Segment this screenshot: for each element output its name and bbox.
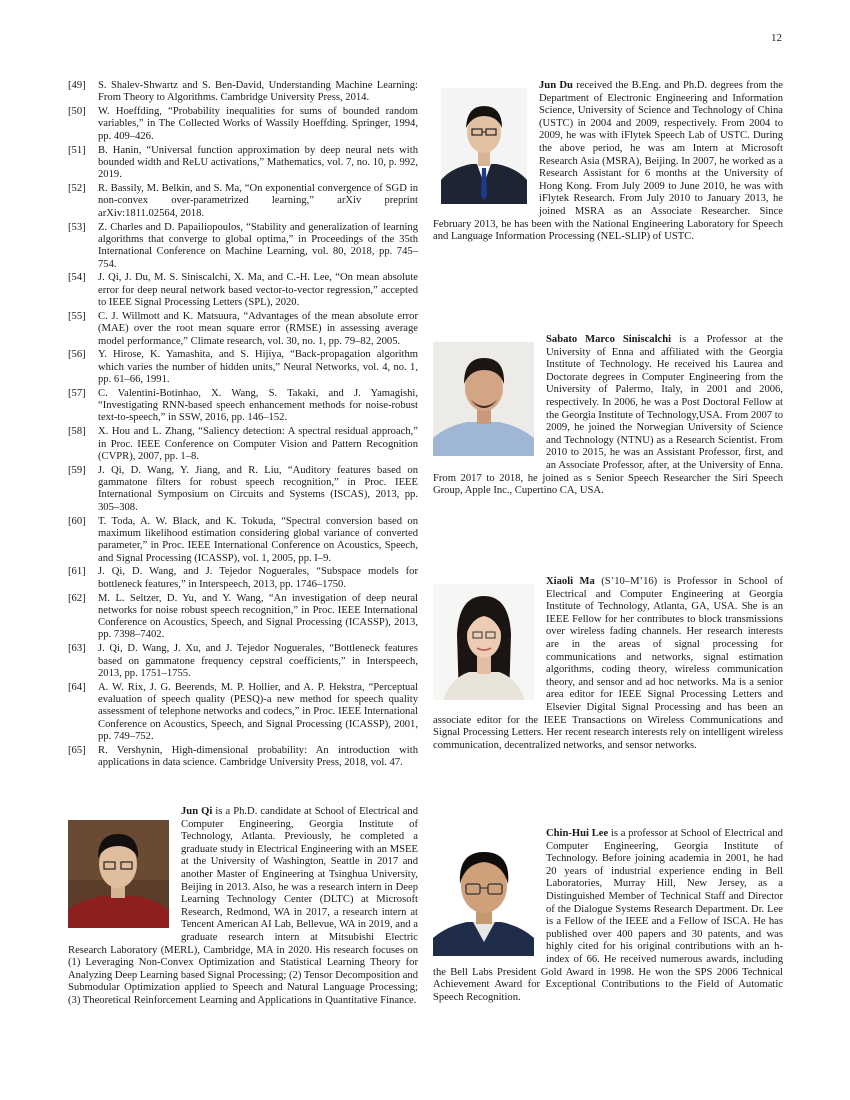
reference-item	[68, 145, 418, 182]
reference-item	[68, 566, 418, 591]
reference-text: J. Qi, J. Du, M. S. Siniscalchi, X. Ma, and C.-H. Lee, “On mean absolute error for deep neural network based vector-to-vector regression,” accepted to IEEE Signal Processing Letters (SPL), 2020.	[98, 272, 418, 309]
reference-text: C. J. Willmott and K. Matsuura, “Advantages of the mean absolute error (MAE) over the root mean square error (RMSE) in assessing average model performance,” Climate research, vol. 30, no. 1, pp. 79–82, 2005.	[98, 310, 418, 347]
reference-item	[68, 183, 418, 220]
reference-text: T. Toda, A. W. Black, and K. Tokuda, “Spectral conversion based on maximum likelihood estimation considering global variance of converted parameter,” in Proc. IEEE International Conference on Acoustics, Speech, and Signal Processing (ICASSP), vol. 1, 2005, pp. I–9.	[98, 515, 418, 564]
reference-number: [62]	[68, 592, 86, 604]
reference-item	[68, 106, 418, 143]
reference-number: [54]	[68, 272, 86, 284]
reference-item	[68, 349, 418, 386]
reference-number: [53]	[68, 221, 86, 233]
reference-text: B. Hanin, “Universal function approximation by deep neural nets with bounded width and ReLU activations,” Mathematics, vol. 7, no. 10, p. 992, 2019.	[98, 144, 418, 181]
bio-name: Chin-Hui Lee	[546, 828, 609, 839]
bio-chin-hui-lee	[433, 828, 783, 1004]
bio-text: is a professor at School of Electrical and Computer Engineering, Georgia Institute of Technology. Before joining academia in 2001, he had 20 years of industrial experience ending in Bell Laboratories, Murray Hill, New Jersey, as a Distinguished Member of Technical Staff and Director of the Dialogue Systems Research Department. Dr. Lee is a Fellow of the IEEE and a Fellow of ISCA. He has published over 400 papers and 30 patents, and was highly cited for his original contributions with an h-index of 66. He received numerous awards, including the Bell Labs President Gold Award in 1998. He won the SPS 2006 Technical Achievement Award for Exceptional Contributions to the Field of Automatic Speech Recognition.	[433, 828, 783, 1003]
reference-number: [56]	[68, 349, 86, 361]
reference-item	[68, 388, 418, 425]
reference-item	[68, 222, 418, 271]
reference-number: [65]	[68, 744, 86, 756]
bio-text: received the B.Eng. and Ph.D. degrees from the Department of Electronic Engineering and Information Science, University of Science and Technology of China (USTC) in 2004 and 2009, respectively. From 2004 to 2009, he was with iFlytek Speech Lab of USTC. During the above period, he was am Intern at Microsoft Research Asia (MSRA), Beijing. In 2007, he worked as a Research Assistant for 6 months at the University of Hong Kong. From July 2009 to June 2010, he was with iFlytek Research. From July 2010 to January 2013, he joined MSRA as an Associate Researcher. Since February 2013, he has been with the National Engineering Laboratory for Speech and Language Information Processing (NEL-SLIP) of USTC.	[433, 80, 783, 243]
bio-jun-du	[433, 80, 783, 244]
reference-number: [51]	[68, 144, 86, 156]
reference-text: Z. Charles and D. Papailiopoulos, “Stability and generalization of learning algorithms that converge to global optima,” in Proceedings of the 35th International Conference on Machine Learning, vol. 80, 2018, pp. 745–754.	[98, 221, 418, 270]
reference-item	[68, 272, 418, 309]
reference-number: [61]	[68, 566, 86, 578]
reference-item	[68, 593, 418, 642]
reference-text: M. L. Seltzer, D. Yu, and Y. Wang, “An investigation of deep neural networks for noise robust speech recognition,” in Proc. IEEE International Conference on Acoustics, Speech, and Signal Processing (ICASSP), 2013, pp. 7398–7402.	[98, 592, 418, 641]
reference-number: [58]	[68, 426, 86, 438]
bio-name: Xiaoli Ma	[546, 576, 595, 587]
reference-text: A. W. Rix, J. G. Beerends, M. P. Hollier, and A. P. Hekstra, “Perceptual evaluation of speech quality (PESQ)-a new method for speech quality assessment of telephone networks and codecs,” in Proc. IEEE International Conference on Acoustics, Speech, and Signal Processing (ICASSP), 2001, pp. 749–752.	[98, 681, 418, 743]
reference-text: R. Bassily, M. Belkin, and S. Ma, “On exponential convergence of SGD in non-convex over-parametrized learning,” arXiv preprint arXiv:1811.02564, 2018.	[98, 183, 418, 219]
reference-text: S. Shalev-Shwartz and S. Ben-David, Understanding Machine Learning: From Theory to Algorithms. Cambridge University Press, 2014.	[98, 80, 418, 104]
photo-jun-qi	[68, 820, 169, 928]
reference-number: [63]	[68, 643, 86, 655]
photo-sabato-marco-siniscalchi	[433, 342, 534, 456]
reference-text: Y. Hirose, K. Yamashita, and S. Hijiya, “Back-propagation algorithm which varies the number of hidden units,” Neural Networks, vol. 4, no. 1, pp. 61–66, 1991.	[98, 349, 418, 385]
photo-chin-hui-lee	[433, 838, 534, 956]
reference-number: [59]	[68, 464, 86, 476]
reference-text: X. Hou and L. Zhang, “Saliency detection: A spectral residual approach,” in Proc. IEEE Conference on Computer Vision and Pattern Recognition (CVPR), 2007, pp. 1–8.	[98, 426, 418, 462]
reference-item	[68, 465, 418, 514]
reference-text: J. Qi, D. Wang, J. Xu, and J. Tejedor Noguerales, “Bottleneck features based on gammatone frequency cepstral coefficients,” in Interspeech, 2013, pp. 1751–1755.	[98, 643, 418, 679]
bio-sabato-marco-siniscalchi	[433, 334, 783, 498]
reference-item	[68, 426, 418, 463]
references-list	[68, 80, 418, 771]
reference-text: J. Qi, D. Wang, and J. Tejedor Noguerales, “Subspace models for bottleneck features,” in Interspeech, 2013, pp. 1746–1750.	[98, 566, 418, 590]
reference-number: [64]	[68, 681, 86, 693]
reference-text: W. Hoeffding, “Probability inequalities for sums of bounded random variables,” in The Collected Works of Wassily Hoeffding. Springer, 1994, pp. 409–426.	[98, 106, 418, 142]
bio-jun-qi	[68, 806, 418, 1008]
reference-number: [50]	[68, 106, 86, 118]
reference-number: [60]	[68, 515, 86, 527]
reference-number: [49]	[68, 80, 86, 91]
reference-number: [57]	[68, 387, 86, 399]
reference-item	[68, 682, 418, 743]
reference-item	[68, 745, 418, 770]
bio-name: Sabato Marco Siniscalchi	[546, 334, 672, 345]
reference-item	[68, 516, 418, 565]
bio-text: is a Professor at the University of Enna and affiliated with the Georgia Institute of Technology. He received his Laurea and Doctorate degrees in Computer Engineering from the University of Palermo, Italy, in 2001 and 2006, respectively. In 2006, he was a Post Doctoral Fellow at the Georgia Institute of Technology,USA. From 2007 to 2009, he joined the Norwegian University of Science and Technology (NTNU) as a Research Scientist. From 2010 to 2015, he was an Assistant Professor, first, and an Associate Professor, after, at the University of Enna. From 2017 to 2018, he joined as s Senior Speech Researcher the Siri Speech Group, Apple Inc., Cupertino CA, USA.	[433, 334, 783, 497]
reference-number: [52]	[68, 183, 86, 195]
reference-text: R. Vershynin, High-dimensional probability: An introduction with applications in data science. Cambridge University Press, 2018, vol. 47.	[98, 744, 418, 769]
bio-name: Jun Qi	[181, 806, 213, 817]
page-number: 12	[771, 32, 782, 44]
reference-item	[68, 311, 418, 348]
reference-item	[68, 80, 418, 105]
photo-xiaoli-ma	[433, 584, 534, 700]
reference-item	[68, 643, 418, 680]
reference-text: J. Qi, D. Wang, Y. Jiang, and R. Liu, “Auditory features based on gammatone filters for robust speech recognition,” in Proc. IEEE International Symposium on Circuits and Systems (ISCAS), 2013, pp. 305–308.	[98, 464, 418, 513]
bio-text: (S’10–M’16) is Professor in School of Electrical and Computer Engineering at Georgia Institute of Technology, Atlanta, GA, USA. She is an IEEE Fellow for her contributes to block transmissions over wireless fading channels. Her research interests are in the areas of signal processing for communications and networks, signal estimation algorithms, coding theory, wireless communication theory, and sensor and ad hoc networks. Ma is a senior area editor for IEEE Signal Processing Letters and Elsevier Digital Signal Processing and has been an associate editor for the IEEE Transactions on Wireless Communications and Signal Processing Letters. Her recent research interests rely on intelligent wireless communication, decentralized networks, and sensor networks.	[433, 576, 783, 751]
photo-jun-du	[441, 88, 527, 204]
reference-text: C. Valentini-Botinhao, X. Wang, S. Takaki, and J. Yamagishi, “Investigating RNN-based speech enhancement methods for noise-robust text-to-speech,” in SSW, 2016, pp. 146–152.	[98, 387, 418, 424]
reference-number: [55]	[68, 310, 86, 322]
bio-xiaoli-ma	[433, 576, 783, 752]
bio-name: Jun Du	[539, 80, 573, 91]
bio-text: is a Ph.D. candidate at School of Electrical and Computer Engineering, Georgia Institute of Technology, Atlanta. Previously, he completed a graduate study in Electrical Engineering with an MSEE at the University of Washington, Seattle in 2017 and another Master of Engineering at Tsinghua University, Beijing in 2013. Also, he was a research intern in Deep Learning Technology Center (DLTC) at Microsoft Research, Redmond, WA in 2017, a research intern at Tencent American AI Lab, Bellevue, WA in 2019, and a graduate research intern at Mitsubishi Electric Research Laboratory (MERL), Cambridge, MA in 2020. His research focuses on (1) Leveraging Non-Convex Optimization and Statistical Learning Theory for Analyzing Deep Learning based Signal Processing; (2) Tensor Decomposition and Submodular Optimization applied to Speech and Natural Language Processing; (3) Theoretical Reinforcement Learning and Applications in Quantitative Finance.	[68, 806, 418, 1006]
